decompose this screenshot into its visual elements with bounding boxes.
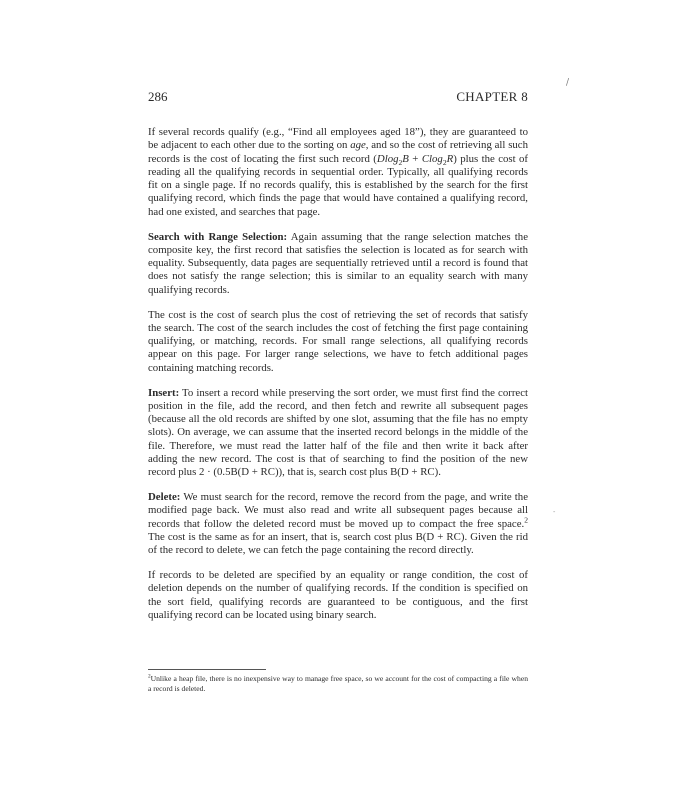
paragraph-range-cost: The cost is the cost of search plus the cost of retrieving the set of records that satisfy the search. The cost of the search includes the cost of fetching the first page containing qualifying, or matching, records. For small range selections, all qualifying records appear on this page. For larger range selections, we have to fetch additional pages containing matching records. [148,308,528,374]
insert-heading: Insert: [148,386,180,399]
page-number: 286 [148,89,168,104]
footnote-rule [148,669,266,670]
paragraph-equality-search: If several records qualify (e.g., “Find all employees aged 18”), they are guaranteed to be adjacent to each other due to the sorting on age, and so the cost of retrieving all such records is the cost of locating the first such record (Dlog$_2$B + Clog$_2$R) plus the cost of reading all the qualifying records in sequential order. Typically, all qualifying records fit on a single page. If no records qualify, this is established by the search for the first qualifying record, which finds the page that would have contained a qualifying record, had one existed, and searches that page. [148,126,528,218]
margin-mark: - [553,508,556,516]
stray-mark: / [566,78,570,88]
insert-search-formula: B(D + RC) [390,466,439,479]
body-text [148,126,528,634]
paragraph-delete-condition: If records to be deleted are specified by an equality or range condition, the cost of deletion depends on the number of qualifying records. If the condition is specified on the sort field, qualifying records are guaranteed to be contiguous, and the first qualifying record can be located using binary search. [148,569,528,621]
formula-clog: Clog [421,152,443,165]
age-emphasis: age [350,139,366,152]
delete-cost-formula: B(D + RC) [415,531,465,544]
paragraph-insert: Insert: To insert a record while preserving the sort order, we must first find the correct position in the file, add the record, and then fetch and rewrite all subsequent pages (because all the old records are shifted by one slot, assuming that the file has no empty slots). On average, we can assume that the inserted record belongs in the middle of the file. Therefore, we must read the latter half of the file and then write it back after adding the new record. The cost is that of searching to find the position of the new record plus 2 · (0.5B(D + RC)), that is, search cost plus B(D + RC). [148,386,528,479]
running-header [148,89,528,105]
chapter-title: CHAPTER 8 [456,89,528,104]
footnote-marker: 2 [524,515,528,525]
footnote-text: Unlike a heap file, there is no inexpensive way to manage free space, so we account for the cost of compacting a file when a record is deleted. [148,674,528,693]
insert-cost-formula: 2 · (0.5B(D + RC)) [198,466,283,479]
footnote-number: 2 [148,673,151,680]
footnote [148,674,528,694]
formula-dlog: Dlog [376,152,399,165]
delete-heading: Delete: [148,491,181,504]
paragraph-range-selection: Search with Range Selection: Again assuming that the range selection matches the composite key, the first record that satisfies the selection is located as for search with equality. Subsequently, data pages are sequentially retrieved until a record is found that does not satisfy the range selection; this is similar to an equality search with many qualifying records. [148,230,528,296]
range-selection-heading: Search with Range Selection: [148,230,288,243]
paragraph-delete: Delete: We must search for the record, remove the record from the page, and write the modified page back. We must also read and write all subsequent pages because all records that follow the deleted record must be moved up to compact the free space.$^2$ The cost is the same as for an insert, that is, search cost plus B(D + RC). Given the rid of the record to delete, we can fetch the page containing the record directly. [148,491,528,557]
